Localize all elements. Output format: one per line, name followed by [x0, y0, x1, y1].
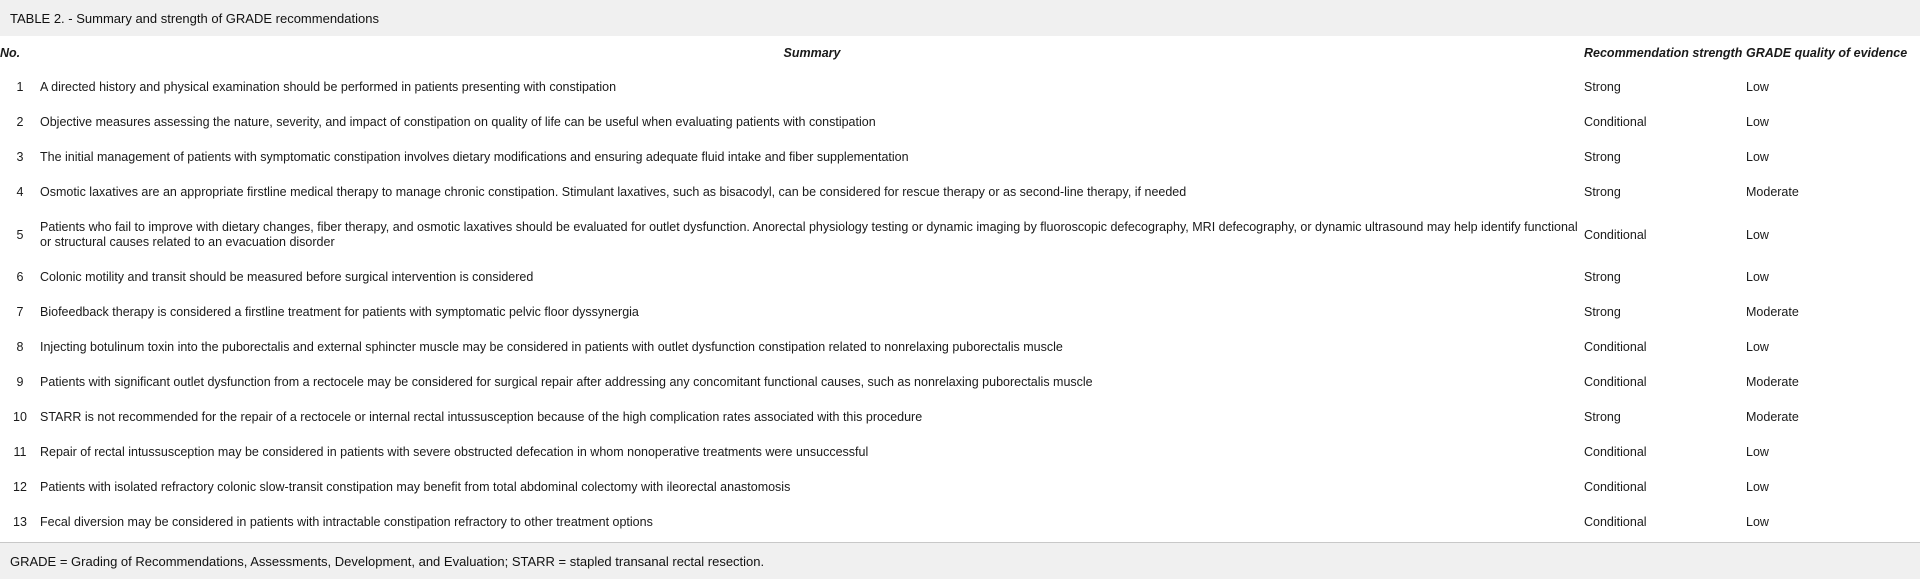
header-recommendation-strength: Recommendation strength [1584, 46, 1743, 60]
table-row [0, 470, 1920, 505]
row-number: 13 [13, 515, 27, 529]
row-grade-quality: Low [1746, 227, 1769, 242]
row-recommendation-strength: Strong [1584, 150, 1621, 164]
row-recommendation-strength: Conditional [1584, 227, 1647, 242]
row-number: 12 [13, 480, 27, 494]
table-row [0, 435, 1920, 470]
row-number: 8 [16, 340, 24, 354]
table-row [0, 140, 1920, 175]
grade-recommendations-table [0, 36, 1920, 540]
table-row [0, 260, 1920, 295]
row-summary: Biofeedback therapy is considered a firstline treatment for patients with symptomatic pelvic floor dyssynergia [40, 305, 639, 319]
row-grade-quality: Moderate [1746, 305, 1799, 319]
row-number: 1 [16, 80, 24, 94]
table-footnote: GRADE = Grading of Recommendations, Assessments, Development, and Evaluation; STARR = stapled transanal rectal resection. [0, 542, 1920, 579]
row-number: 2 [16, 115, 24, 129]
row-grade-quality: Moderate [1746, 375, 1799, 389]
row-grade-quality: Moderate [1746, 185, 1799, 199]
row-grade-quality: Low [1746, 270, 1769, 284]
row-recommendation-strength: Strong [1584, 270, 1621, 284]
row-number: 7 [16, 305, 24, 319]
row-recommendation-strength: Strong [1584, 80, 1621, 94]
table-row [0, 210, 1920, 260]
row-grade-quality: Low [1746, 445, 1769, 459]
table-row [0, 400, 1920, 435]
row-number: 5 [16, 227, 24, 242]
row-number: 11 [13, 445, 27, 459]
header-summary: Summary [783, 46, 841, 60]
row-number: 4 [16, 185, 24, 199]
table-row [0, 175, 1920, 210]
row-grade-quality: Low [1746, 340, 1769, 354]
row-number: 10 [13, 410, 27, 424]
row-recommendation-strength: Conditional [1584, 445, 1647, 459]
row-grade-quality: Low [1746, 515, 1769, 529]
row-number: 3 [16, 150, 24, 164]
row-grade-quality: Low [1746, 115, 1769, 129]
row-recommendation-strength: Conditional [1584, 340, 1647, 354]
row-summary: Patients who fail to improve with dietary changes, fiber therapy, and osmotic laxatives should be evaluated for outlet dysfunction. Anorectal physiology testing or dynamic imaging by fluoroscopic defecography, MRI defecography, or dynamic ultrasound may help identify functional or structural causes related to an evacuation disorder [40, 220, 1578, 249]
table-row [0, 70, 1920, 105]
row-summary: Colonic motility and transit should be measured before surgical intervention is considered [40, 270, 534, 284]
row-summary: STARR is not recommended for the repair of a rectocele or internal rectal intussusception because of the high complication rates associated with this procedure [40, 410, 923, 424]
table-row [0, 505, 1920, 540]
row-summary: The initial management of patients with symptomatic constipation involves dietary modifications and ensuring adequate fluid intake and fiber supplementation [40, 150, 909, 164]
row-summary: A directed history and physical examination should be performed in patients presenting with constipation [40, 80, 617, 94]
row-summary: Repair of rectal intussusception may be considered in patients with severe obstructed defecation in whom nonoperative treatments were unsuccessful [40, 445, 869, 459]
row-summary: Patients with isolated refractory colonic slow-transit constipation may benefit from total abdominal colectomy with ileorectal anastomosis [40, 480, 791, 494]
row-summary: Patients with significant outlet dysfunction from a rectocele may be considered for surgical repair after addressing any concomitant functional causes, such as nonrelaxing puborectalis muscle [40, 375, 1093, 389]
row-grade-quality: Low [1746, 80, 1769, 94]
row-recommendation-strength: Strong [1584, 185, 1621, 199]
row-recommendation-strength: Strong [1584, 305, 1621, 319]
row-number: 6 [16, 270, 24, 284]
header-grade-quality: GRADE quality of evidence [1746, 46, 1908, 60]
row-recommendation-strength: Conditional [1584, 480, 1647, 494]
table-row [0, 330, 1920, 365]
row-number: 9 [16, 375, 24, 389]
table-row [0, 105, 1920, 140]
row-summary: Fecal diversion may be considered in patients with intractable constipation refractory to other treatment options [40, 515, 653, 529]
table-header-row [0, 36, 1920, 70]
row-grade-quality: Low [1746, 150, 1769, 164]
row-recommendation-strength: Strong [1584, 410, 1621, 424]
header-no: No. [0, 46, 21, 60]
table-body [0, 70, 1920, 540]
row-summary: Injecting botulinum toxin into the puborectalis and external sphincter muscle may be considered in patients with outlet dysfunction constipation related to nonrelaxing puborectalis muscle [40, 340, 1063, 354]
row-recommendation-strength: Conditional [1584, 115, 1647, 129]
row-summary: Objective measures assessing the nature, severity, and impact of constipation on quality of life can be useful when evaluating patients with constipation [40, 115, 876, 129]
row-recommendation-strength: Conditional [1584, 375, 1647, 389]
table-row [0, 295, 1920, 330]
row-grade-quality: Low [1746, 480, 1769, 494]
row-recommendation-strength: Conditional [1584, 515, 1647, 529]
table-row [0, 365, 1920, 400]
row-grade-quality: Moderate [1746, 410, 1799, 424]
row-summary: Osmotic laxatives are an appropriate firstline medical therapy to manage chronic constipation. Stimulant laxatives, such as bisacodyl, can be considered for rescue therapy or as second-line therapy, if needed [40, 185, 1187, 199]
table-caption: TABLE 2. - Summary and strength of GRADE recommendations [0, 0, 1920, 36]
